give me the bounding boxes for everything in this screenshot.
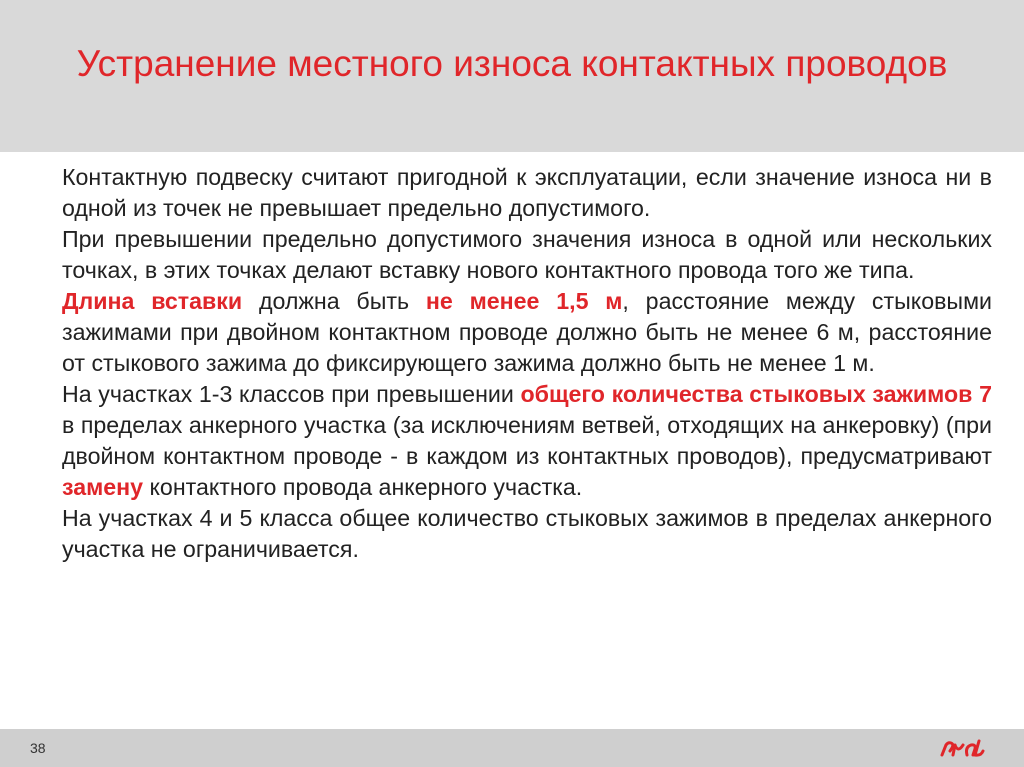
highlight-insert-length: Длина вставки [62,288,243,314]
highlight-joint-count: общего количества стыковых зажимов 7 [520,381,992,407]
text-segment: На участках 1-3 классов при превышении [62,381,521,407]
text-segment: должна быть [242,288,426,314]
highlight-min-length: не менее 1,5 м [425,288,623,314]
title-bar [0,0,1024,152]
paragraph-suitability: Контактную подвеску считают пригодной к эксплуатации, если значение износа ни в одной из точек не превышает предельно допустимого. [62,164,992,221]
footer-bar [0,729,1024,767]
slide-body [62,162,992,565]
paragraph-classes-1-3 [62,379,992,503]
text-segment: , расстояние между стыковыми зажимами при двойном контактном проводе должно быть не менее 6 м, расстояние от стыкового зажима до фиксирующего зажима должно быть не менее 1 м. [62,288,992,376]
slide-title: Устранение местного износа контактных проводов [76,43,948,84]
text-segment: в пределах анкерного участка (за исключениям ветвей, отходящих на анкеровку) (при двойном контактном проводе - в каждом из контактных проводов), предусматривают [62,412,992,469]
text-segment: контактного провода анкерного участка. [143,474,583,500]
highlight-replacement: замену [62,474,144,500]
rzd-logo-icon [936,737,988,761]
paragraph-insert: При превышении предельно допустимого значения износа в одной или нескольких точках, в этих точках делают вставку нового контактного провода того же типа. [62,226,992,283]
page-number: 38 [30,740,46,756]
paragraph-insert-length [62,286,992,379]
paragraph-classes-4-5: На участках 4 и 5 класса общее количество стыковых зажимов в пределах анкерного участка не ограничивается. [62,505,992,562]
